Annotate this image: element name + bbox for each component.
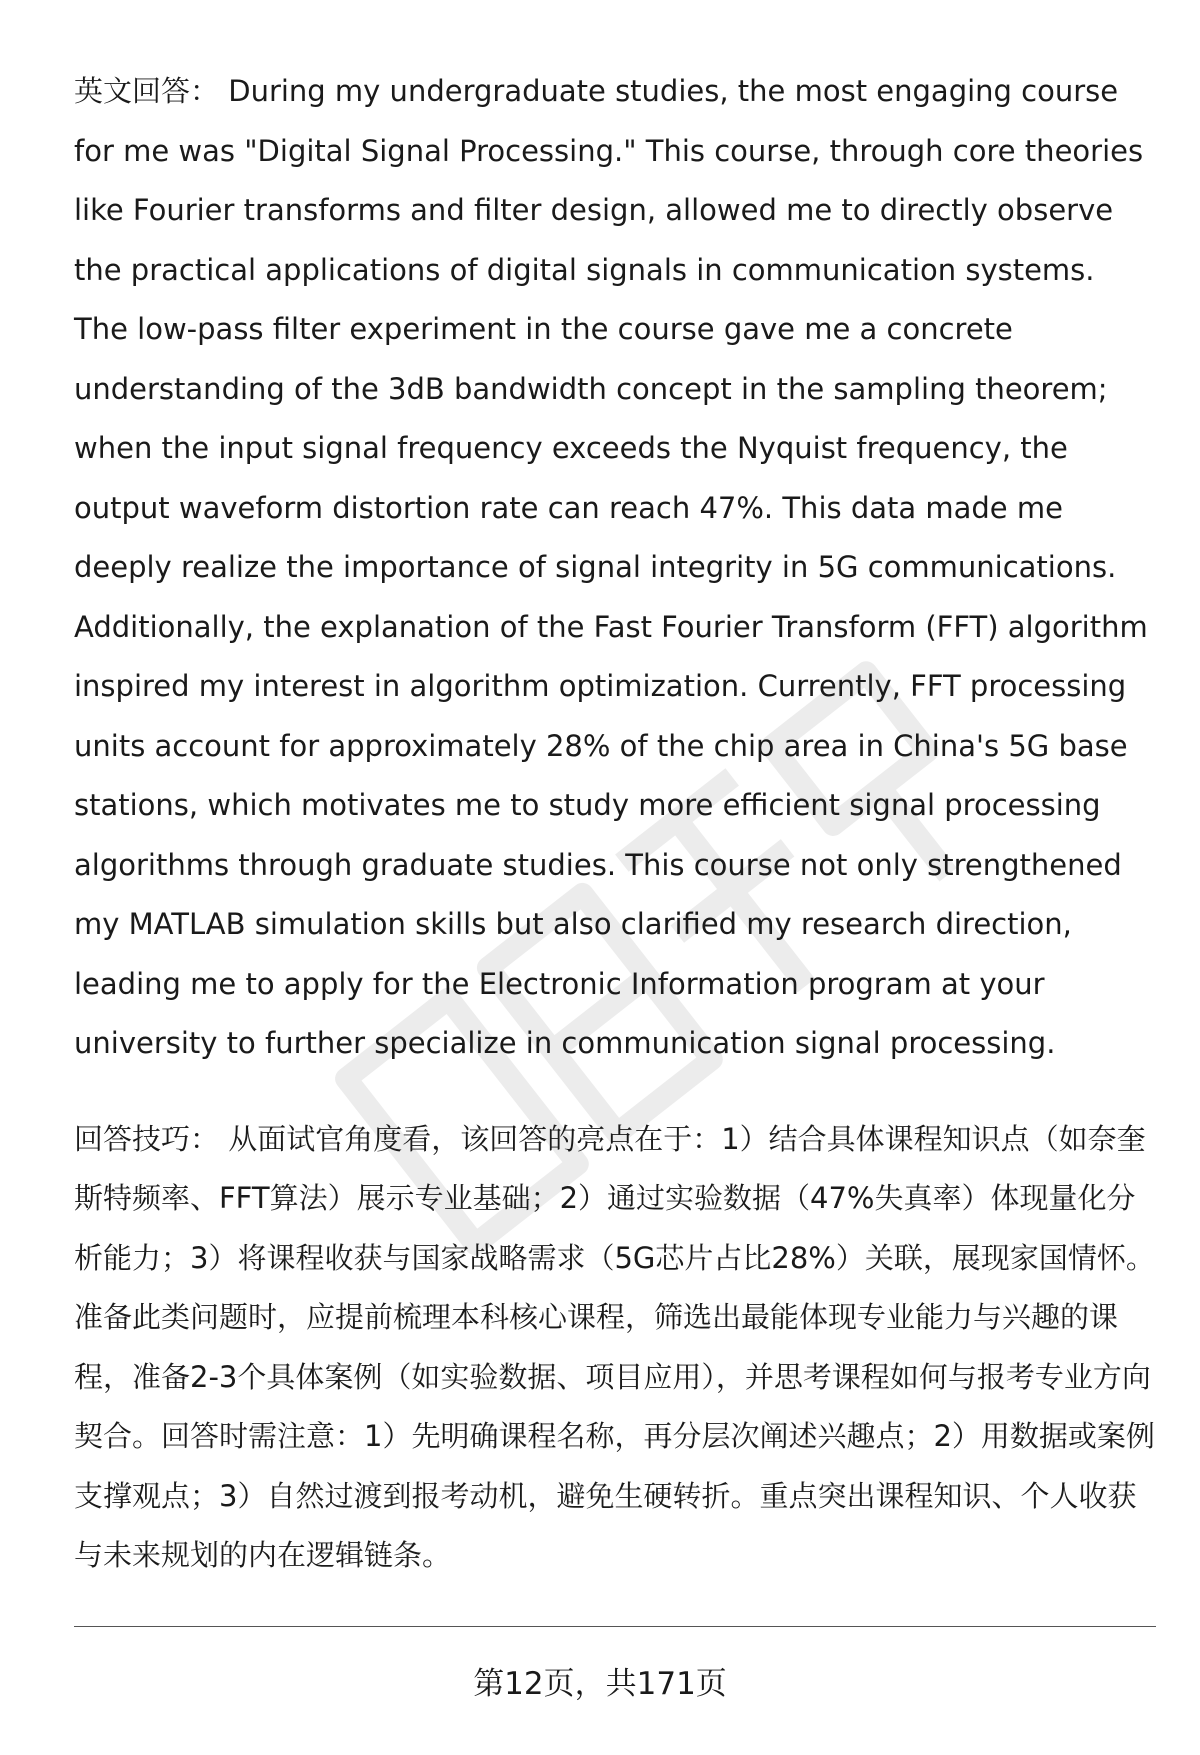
page-indicator: 第12页，共171页 [473, 1666, 727, 1702]
english-answer-label: 英文回答： [74, 74, 220, 108]
tips-label: 回答技巧： [74, 1121, 220, 1156]
tips-text: 从面试官角度看，该回答的亮点在于：1）结合具体课程知识点（如奈奎斯特频率、FFT算法）展示专业基础；2）通过实验数据（47%失真率）体现量化分析能力；3）将课程收获与国家战略需求（5G芯片占比28%）关联，展现家国情怀。准备此类问题时，应提前梳理本科核心课程，筛选出最能体现专业能力与兴趣的课程，准备2-3个具体案例（如实验数据、项目应用），并思考课程如何与报考专业方向契合。回答时需注意：1）先明确课程名称，再分层次阐述兴趣点；2）用数据或案例支撑观点；3）自然过渡到报考动机，避免生硬转折。重点突出课程知识、个人收获与未来规划的内在逻辑链条。 [74, 1121, 1155, 1572]
tips-paragraph [74, 1110, 1156, 1586]
document-body [74, 62, 1156, 1586]
footer-divider [74, 1626, 1156, 1627]
english-answer-text: During my undergraduate studies, the most engaging course for me was "Digital Signal Processing." This course, through core theories like Fourier transforms and filter design, allowed me to directly observe the practical applications of digital signals in communication systems. The low-pass filter experiment in the course gave me a concrete understanding of the 3dB bandwidth concept in the sampling theorem; when the input signal frequency exceeds the Nyquist frequency, the output waveform distortion rate can reach 47%. This data made me deeply realize the importance of signal integrity in 5G communications. Additionally, the explanation of the Fast Fourier Transform (FFT) algorithm inspired my interest in algorithm optimization. Currently, FFT processing units account for approximately 28% of the chip area in China's 5G base stations, which motivates me to study more efficient signal processing algorithms through graduate studies. This course not only strengthened my MATLAB simulation skills but also clarified my research direction, leading me to apply for the Electronic Information program at your university to further specialize in communication signal processing. [74, 74, 1148, 1060]
english-answer-paragraph [74, 62, 1156, 1074]
